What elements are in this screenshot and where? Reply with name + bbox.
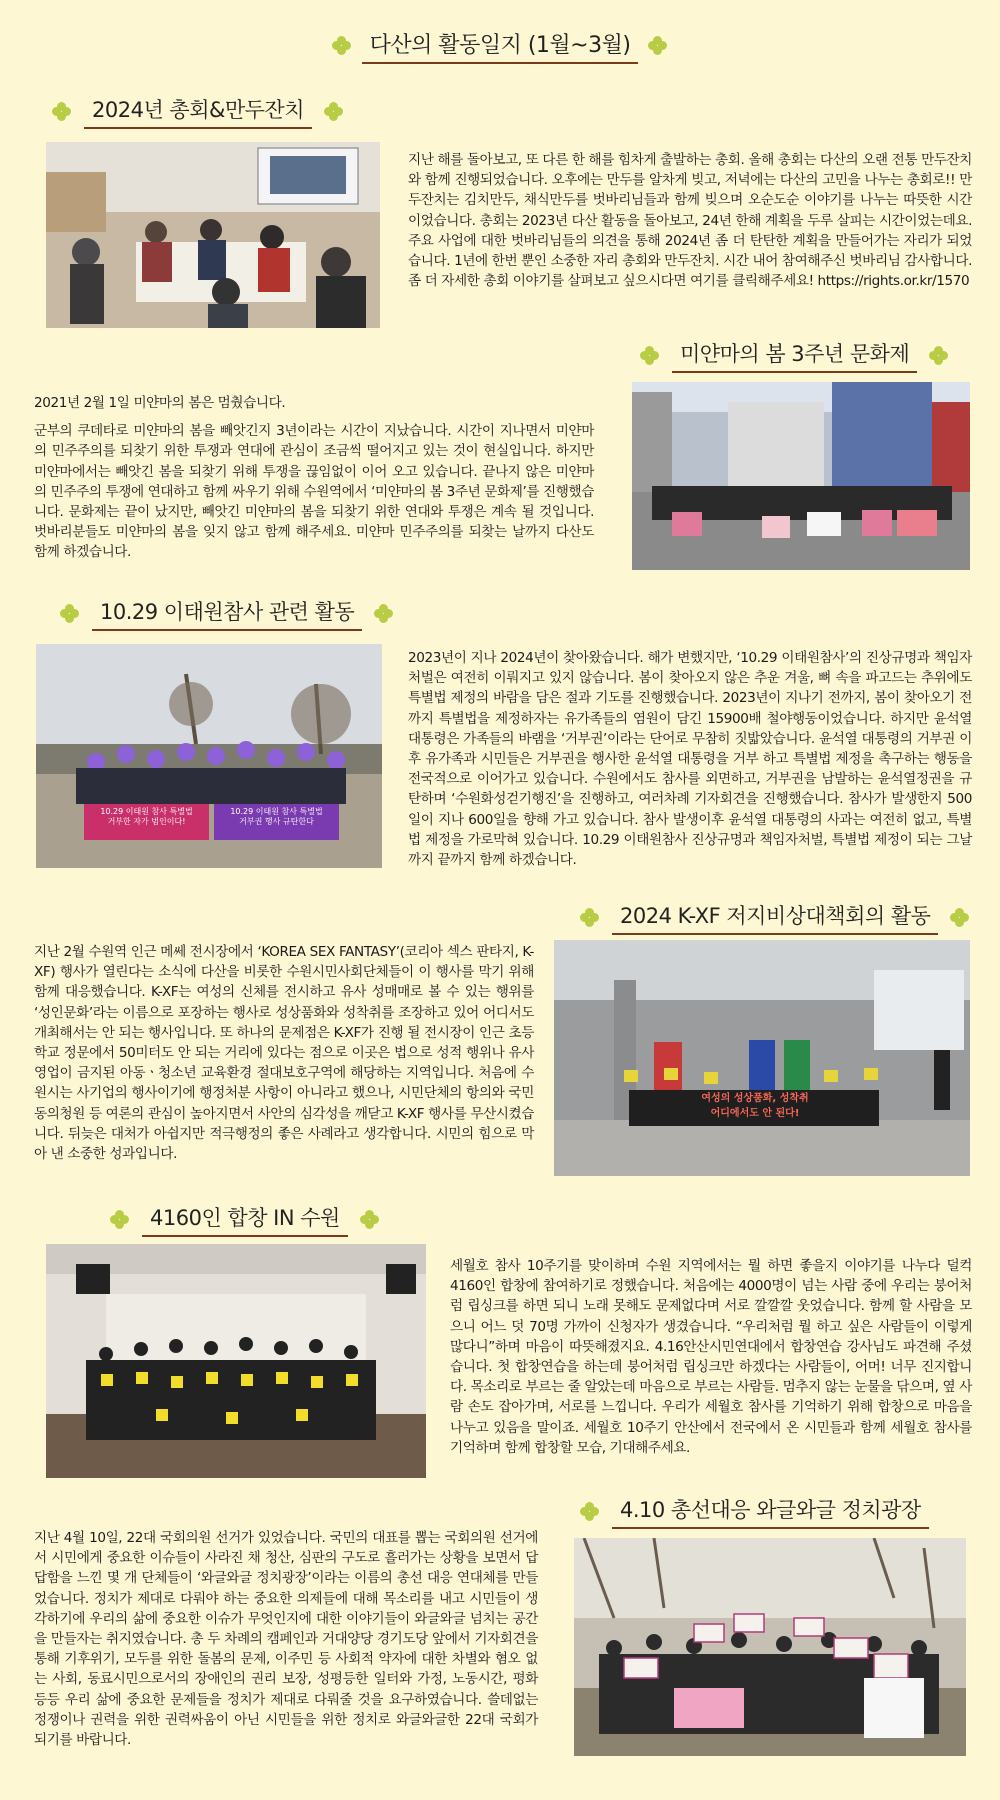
banner-text-2: 10.29 이태원 참사 특별법 거부권 행사 규탄한다 [230,807,323,826]
section-4-text: 지난 2월 수원역 인근 메쎄 전시장에서 ‘KOREA SEX FANTASY’(코리아 섹스 판타지, K-XF) 행사가 열린다는 소식에 다산을 비롯한 수원시민사회단체들이 이 행사를 막기 위해 함께 대응했습니다. K-XF는 여성의 신체를 전시하고 유사 성매매로 볼 수 있는 행위를 ‘성인문화’라는 이름으로 포장하는 행사로 성상품화와 성착취를 조장하고 있어 어디서도 개최해서는 안 되는 행사입니다. 또 하나의 문제점은 K-XF가 진행 될 전시장이 인근 초등학교 정문에서 50미터도 안 되는 거리에 있다는 점으로 이곳은 법으로 성적 행위나 유사 영업이 금지된 아동ㆍ청소년 교육환경 절대보호구역에 해당하는 지역입니다. 처음에 수원시는 사기업의 행사이기에 행정처분 사항이 아니라고 했으나, 시민단체의 항의와 국민동의청원 등 여론의 관심이 높아지면서 사안의 심각성을 깨닫고 K-XF 행사를 무산시켰습니다. 뒤늦은 대처가 아쉽지만 적극행정의 좋은 사례라고 생각합니다. 시민의 힘으로 막아 낸 소중한 성과입니다. [34,944,534,1163]
kxf-banner-text: 여성의 성상품화, 성착취 어디에서도 안 된다! [701,1093,809,1119]
itaewon-rally-photo [36,644,382,868]
myanmar-rally-photo [632,382,970,570]
clover-icon [60,604,80,624]
section-6-header [580,1494,929,1529]
clover-icon [374,604,394,624]
clover-icon [929,346,949,366]
section-1-text: 지난 해를 돌아보고, 또 다른 한 해를 힘차게 출발하는 총회. 올해 총회는 다산의 오랜 전통 만두잔치와 함께 진행되었습니다. 오후에는 만두를 알차게 빚고, 저녁에는 다산의 고민을 나누는 총회로!! 만두잔치는 김치만두, 채식만두를 벗바리님들과 함께 빚으며 오순도순 이야기를 나누는 따뜻한 시간이었습니다. 총회는 2023년 다산 활동을 돌아보고, 24년 한해 계획을 두루 살피는 시간이었는데요. 주요 사업에 대한 벗바리님들의 의견을 통해 2024년 좀 더 탄탄한 계획을 만들어가는 자리가 되었습니다. 1년에 한번 뿐인 소중한 자리 총회와 만두잔치. 시간 내어 참여해주신 벗바리님 감사합니다. 좀 더 자세한 총회 이야기를 살펴보고 싶으시다면 여기를 클릭해주세요! https://rights.or.kr/1570 [408,152,972,290]
clover-icon [580,908,600,928]
section-3-heading: 10.29 이태원참사 관련 활동 [92,596,362,631]
section-3-header [60,596,394,631]
banner-text-1: 10.29 이태원 참사 특별법 거부한 자가 범인이다! [100,807,193,826]
section-4-heading: 2024 K-XF 저지비상대책회의 활동 [612,900,938,935]
section-1-header [52,94,344,129]
section-5-header [110,1202,380,1237]
clover-icon [648,36,668,56]
clover-icon [580,1502,600,1522]
meeting-photo [46,142,380,328]
section-4-header [580,900,970,935]
section-2-lead: 2021년 2월 1일 미얀마의 봄은 멈췄습니다. [34,395,286,411]
section-2-text: 2021년 2월 1일 미얀마의 봄은 멈췄습니다. 군부의 쿠데타로 미얀마의 봄을 빼앗긴지 3년이라는 시간이 지났습니다. 시간이 지나면서 미얀마의 민주주의를 되찾기 위한 투쟁과 연대에 관심이 조금씩 떨어지고 있는 것이 현실입니다. 하지만 미얀마에서는 빼앗긴 봄을 되찾기 위해 투쟁을 끊임없이 이어 오고 있습니다. 끝나지 않은 미얀마의 민주주의 투쟁에 연대하고 함께 싸우기 위해 수원역에서 ‘미얀마의 봄 3주년 문화제’를 진행했습니다. 문화제는 끝이 났지만, 빼앗긴 미얀마의 봄을 되찾기 위한 연대와 투쟁은 계속 될 것입니다. 벗바리분들도 미얀마의 봄을 잊지 않고 함께 해주세요. 미얀마 민주주의를 되찾는 날까지 다산도 함께 하겠습니다. [34,395,594,561]
clover-icon [324,102,344,122]
section-2-header [640,338,949,373]
kxf-protest-photo [554,940,970,1176]
section-3-text: 2023년이 지나 2024년이 찾아왔습니다. 해가 변했지만, ‘10.29 이태원참사’의 진상규명과 책임자처벌은 여전히 이뤄지고 있지 않습니다. 봄이 찾아오지 않은 추운 겨울, 뼈 속을 파고드는 추위에도 특별법 제정의 바람을 담은 절과 기도를 진행했습니다. 2023년이 지나기 전까지, 봄이 찾아오기 전까지 특별법을 제정하자는 유가족들의 염원이 담긴 15900배 철야행동이었습니다. 하지만 윤석열 대통령은 가족들의 바램을 ‘거부권’이라는 단어로 무참히 짓밟았습니다. 윤석열 대통령의 거부권 이후 유가족과 시민들은 거부권을 행사한 윤석열 대통령을 거부 하고 특별법 제정을 촉구하는 행동을 전국적으로 이어가고 있습니다. 수원에서도 참사를 외면하고, 거부권을 남발하는 윤석열정권을 규탄하며 ‘수원화성걷기행진’을 진행하고, 여러차례 기자회견을 진행했습니다. 참사가 발생한지 500일이 지나 600일을 향해 가고 있습니다. 참사 발생이후 윤석열 대통령의 사과는 여전히 없고, 특별법 제정을 가로막혀 있습니다. 10.29 이태원참사 진상규명과 책임자처벌, 특별법 제정이 되는 그날까지 끝까지 함께 하겠습니다. [408,650,972,869]
politics-square-photo [574,1538,966,1756]
clover-icon [950,908,970,928]
clover-icon [640,346,660,366]
section-6-text: 지난 4월 10일, 22대 국회의원 선거가 있었습니다. 국민의 대표를 뽑는 국회의원 선거에서 시민에게 중요한 이슈들이 사라진 채 청산, 심판의 구도로 흘러가는 상황을 보면서 답답함을 느낀 몇 개 단체들이 ‘와글와글 정치광장’이라는 이름의 총선 대응 연대체를 만들었습니다. 정치가 제대로 다뤄야 하는 중요한 의제들에 대해 목소리를 내고 시민들이 생각하기에 우리의 삶에 중요한 이슈가 무엇인지에 대한 이야기들이 와글와글 넘치는 공간을 만들자는 취지였습니다. 총 두 차례의 캠페인과 거대양당 경기도당 앞에서 기자회견을 통해 기후위기, 모두를 위한 돌봄의 문제, 이주민 등 사회적 약자에 대한 차별와 혐오 없는 사회, 동료시민으로서의 장애인의 권리 보장, 성평등한 일터와 가정, 노동시간, 평화 등등 우리 삶에 중요한 문제들을 정치가 제대로 다뤄줄 것을 요구하였습니다. 쓸데없는 정쟁이나 권력을 위한 권력싸움이 아닌 시민들을 위한 정치로 와글와글한 22대 국회가 되기를 바랍니다. [34,1530,538,1749]
section-6-heading: 4.10 총선대응 와글와글 정치광장 [612,1494,929,1529]
section-2-heading: 미얀마의 봄 3주년 문화제 [672,338,917,373]
page-title-bar [0,28,1000,64]
clover-icon [110,1210,130,1230]
section-5-text: 세월호 참사 10주기를 맞이하며 수원 지역에서는 뭘 하면 좋을지 이야기를 나누다 덜컥 4160인 합창에 참여하기로 정했습니다. 처음에는 4000명이 넘는 사람 중에 우리는 붕어처럼 립싱크를 하면 되니 노래 못해도 문제없다며 서로 깔깔깔 웃었습니다. 함께 할 사람을 모으니 어느 덧 70명 가까이 신청자가 생겼습니다. “우리처럼 뭘 하고 싶은 사람들이 이렇게 많다니”하며 마음이 따뜻해졌지요. 4.16안산시민연대에서 합창연습 강사님도 파견해 주셨습니다. 첫 합창연습을 하는데 붕어처럼 립싱크만 하겠다는 사람들이, 어머! 너무 진지합니다. 목소리로 부르는 줄 알았는데 마음으로 부르는 사람들. 멈추지 않는 눈물을 닦으며, 옆 사람 손도 잡아가며, 서로를 느낍니다. 우리가 세월호 참사를 기억하기 위해 합창으로 마음을 나누고 있음을 말이죠. 세월호 10주기 안산에서 전국에서 온 시민들과 함께 세월호 참사를 기억하며 함께 합창할 모습, 기대해주세요. [450,1258,972,1456]
section-1-heading: 2024년 총회&만두잔치 [84,94,312,129]
choir-photo [46,1244,426,1478]
page-title: 다산의 활동일지 (1월~3월) [362,28,639,64]
clover-icon [52,102,72,122]
clover-icon [332,36,352,56]
section-5-heading: 4160인 합창 IN 수원 [142,1202,348,1237]
clover-icon [360,1210,380,1230]
